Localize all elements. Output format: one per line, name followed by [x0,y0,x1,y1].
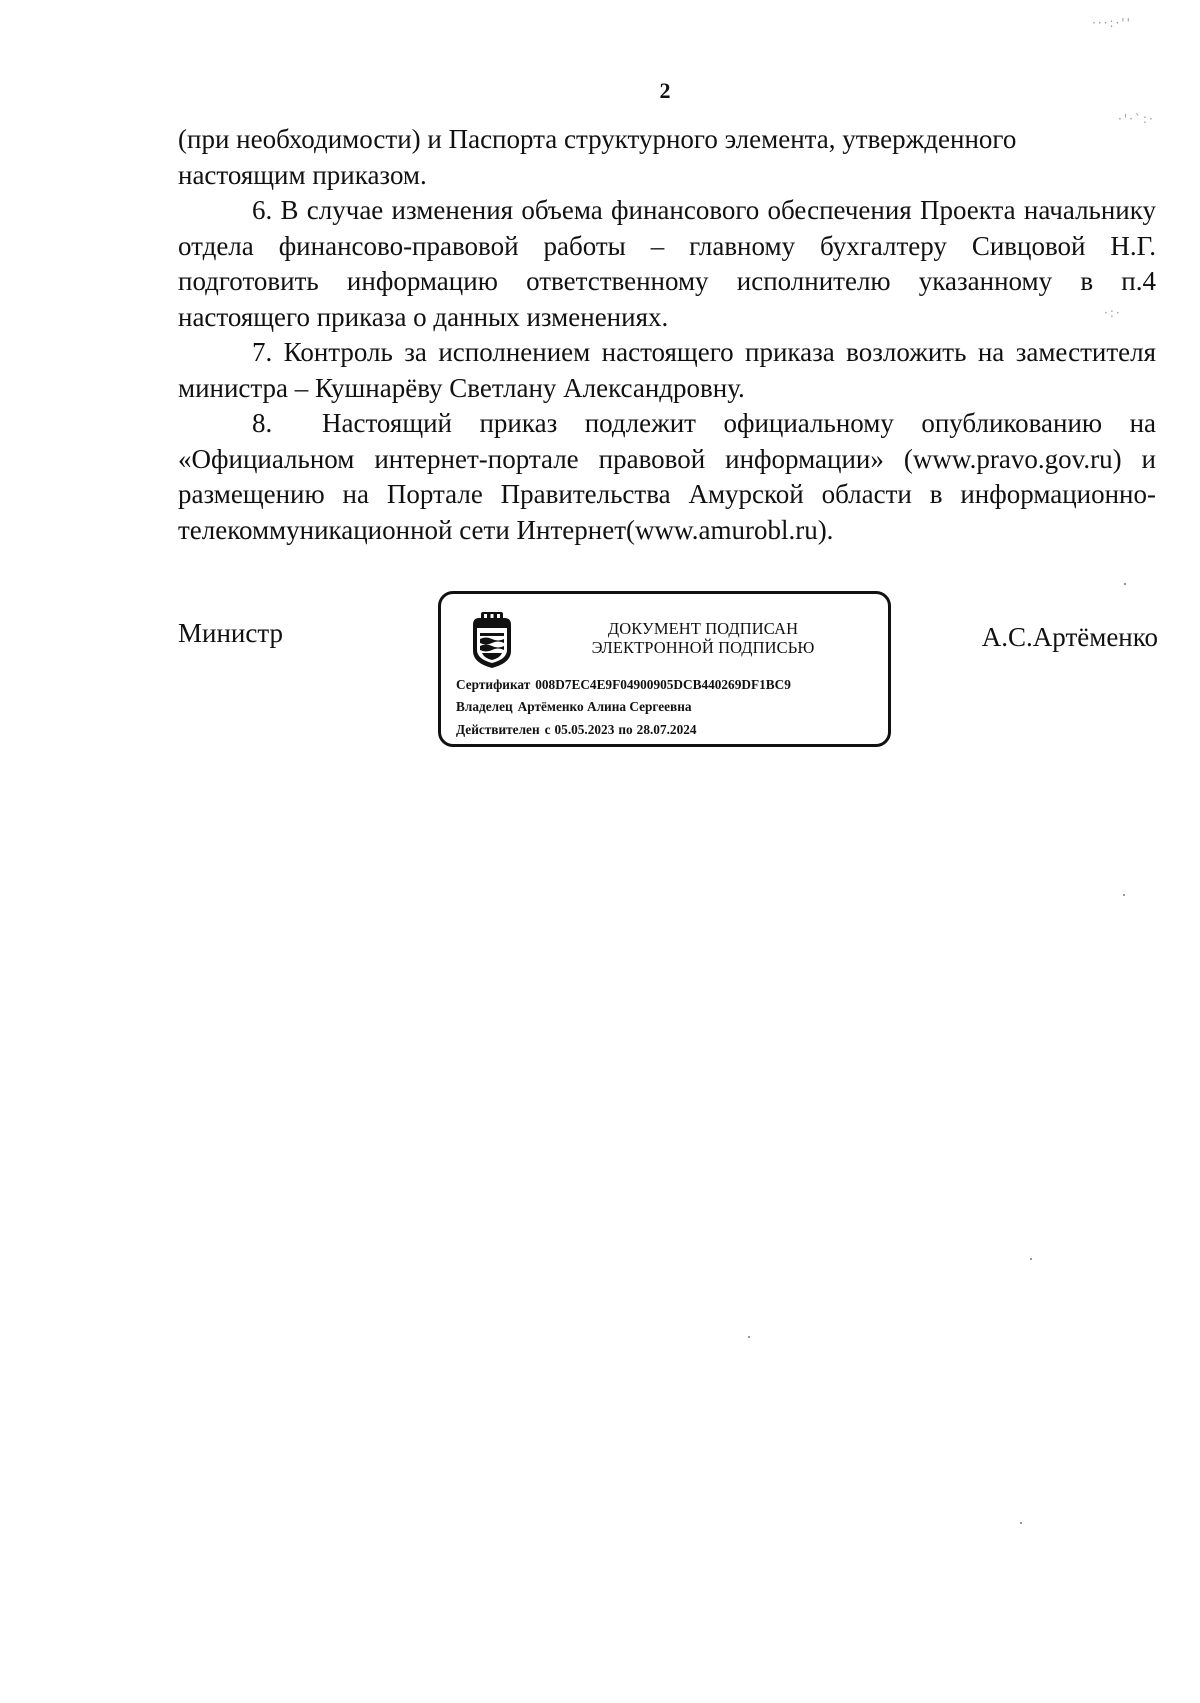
item-8-number: 8. [252,408,273,438]
validity-to-word: по [618,721,633,737]
scan-speck [1123,894,1125,896]
validity-from-word: с [544,721,551,737]
item-7-paragraph: 7. Контроль за исполнением настоящего приказа возложить на заместителя министра – Кушнарёву Светлану Александровну. [178,337,1156,403]
item-6-paragraph: 6. В случае изменения объема финансового обеспечения Проекта начальнику отдела финансово-правовой работы – главному бухгалтеру Сивцовой Н.Г. подготовить информацию ответственному исполнителю указанному в п.4 настоящего приказа о данных изменениях. [178,195,1156,332]
stamp-owner-line [456,696,881,718]
electronic-signature-stamp [438,591,891,747]
item-8-text: Настоящий приказ подлежит официальному опубликованию на «Официальном интернет-портале правовой информации» (www.pravo.gov.ru) и размещению на Портале Правительства Амурской области в информационно-телекоммуникационной сети Интернет(www.amurobl.ru). [178,408,1156,545]
stamp-certificate-line [456,674,881,696]
item-8-paragraph [178,406,1156,548]
scan-noise-top-right: ···:·'' [1092,16,1132,30]
owner-value: Артёменко Алина Сергеевна [517,699,692,715]
certificate-value: 008D7EC4E9F04900905DCB440269DF1BC9 [535,677,791,692]
stamp-details [456,674,881,741]
validity-to-date: 28.07.2024 [636,721,697,737]
stamp-title [553,619,853,657]
stamp-title-line-1: ДОКУМЕНТ ПОДПИСАН [607,619,799,638]
stamp-validity-line [456,719,881,741]
scan-speck [748,1336,750,1338]
signature-role: Министр [178,618,283,648]
signature-name: А.С.Артёменко [981,622,1158,652]
amur-region-coat-of-arms-icon [469,612,515,670]
validity-from-date: 05.05.2023 [554,721,615,737]
validity-label: Действителен [456,721,540,737]
scan-speck [1124,583,1126,585]
scan-noise-right-margin: ·:· [1104,306,1122,320]
stamp-title-line-2: ЭЛЕКТРОННОЙ ПОДПИСЬЮ [591,638,815,657]
continuation-line-1: (при необходимости) и Паспорта структурного элемента, утвержденного [178,124,1017,154]
owner-label: Владелец [456,699,513,715]
page-number: 2 [659,78,671,103]
document-body [178,122,1156,548]
paragraph-continuation [178,122,1156,193]
certificate-label: Сертификат [456,677,531,692]
scan-speck [1030,1258,1032,1260]
continuation-line-2: настоящим приказом. [178,159,427,190]
scan-speck [1020,1522,1022,1524]
scan-noise-top-right-small: ·'·`:· [1118,112,1155,126]
